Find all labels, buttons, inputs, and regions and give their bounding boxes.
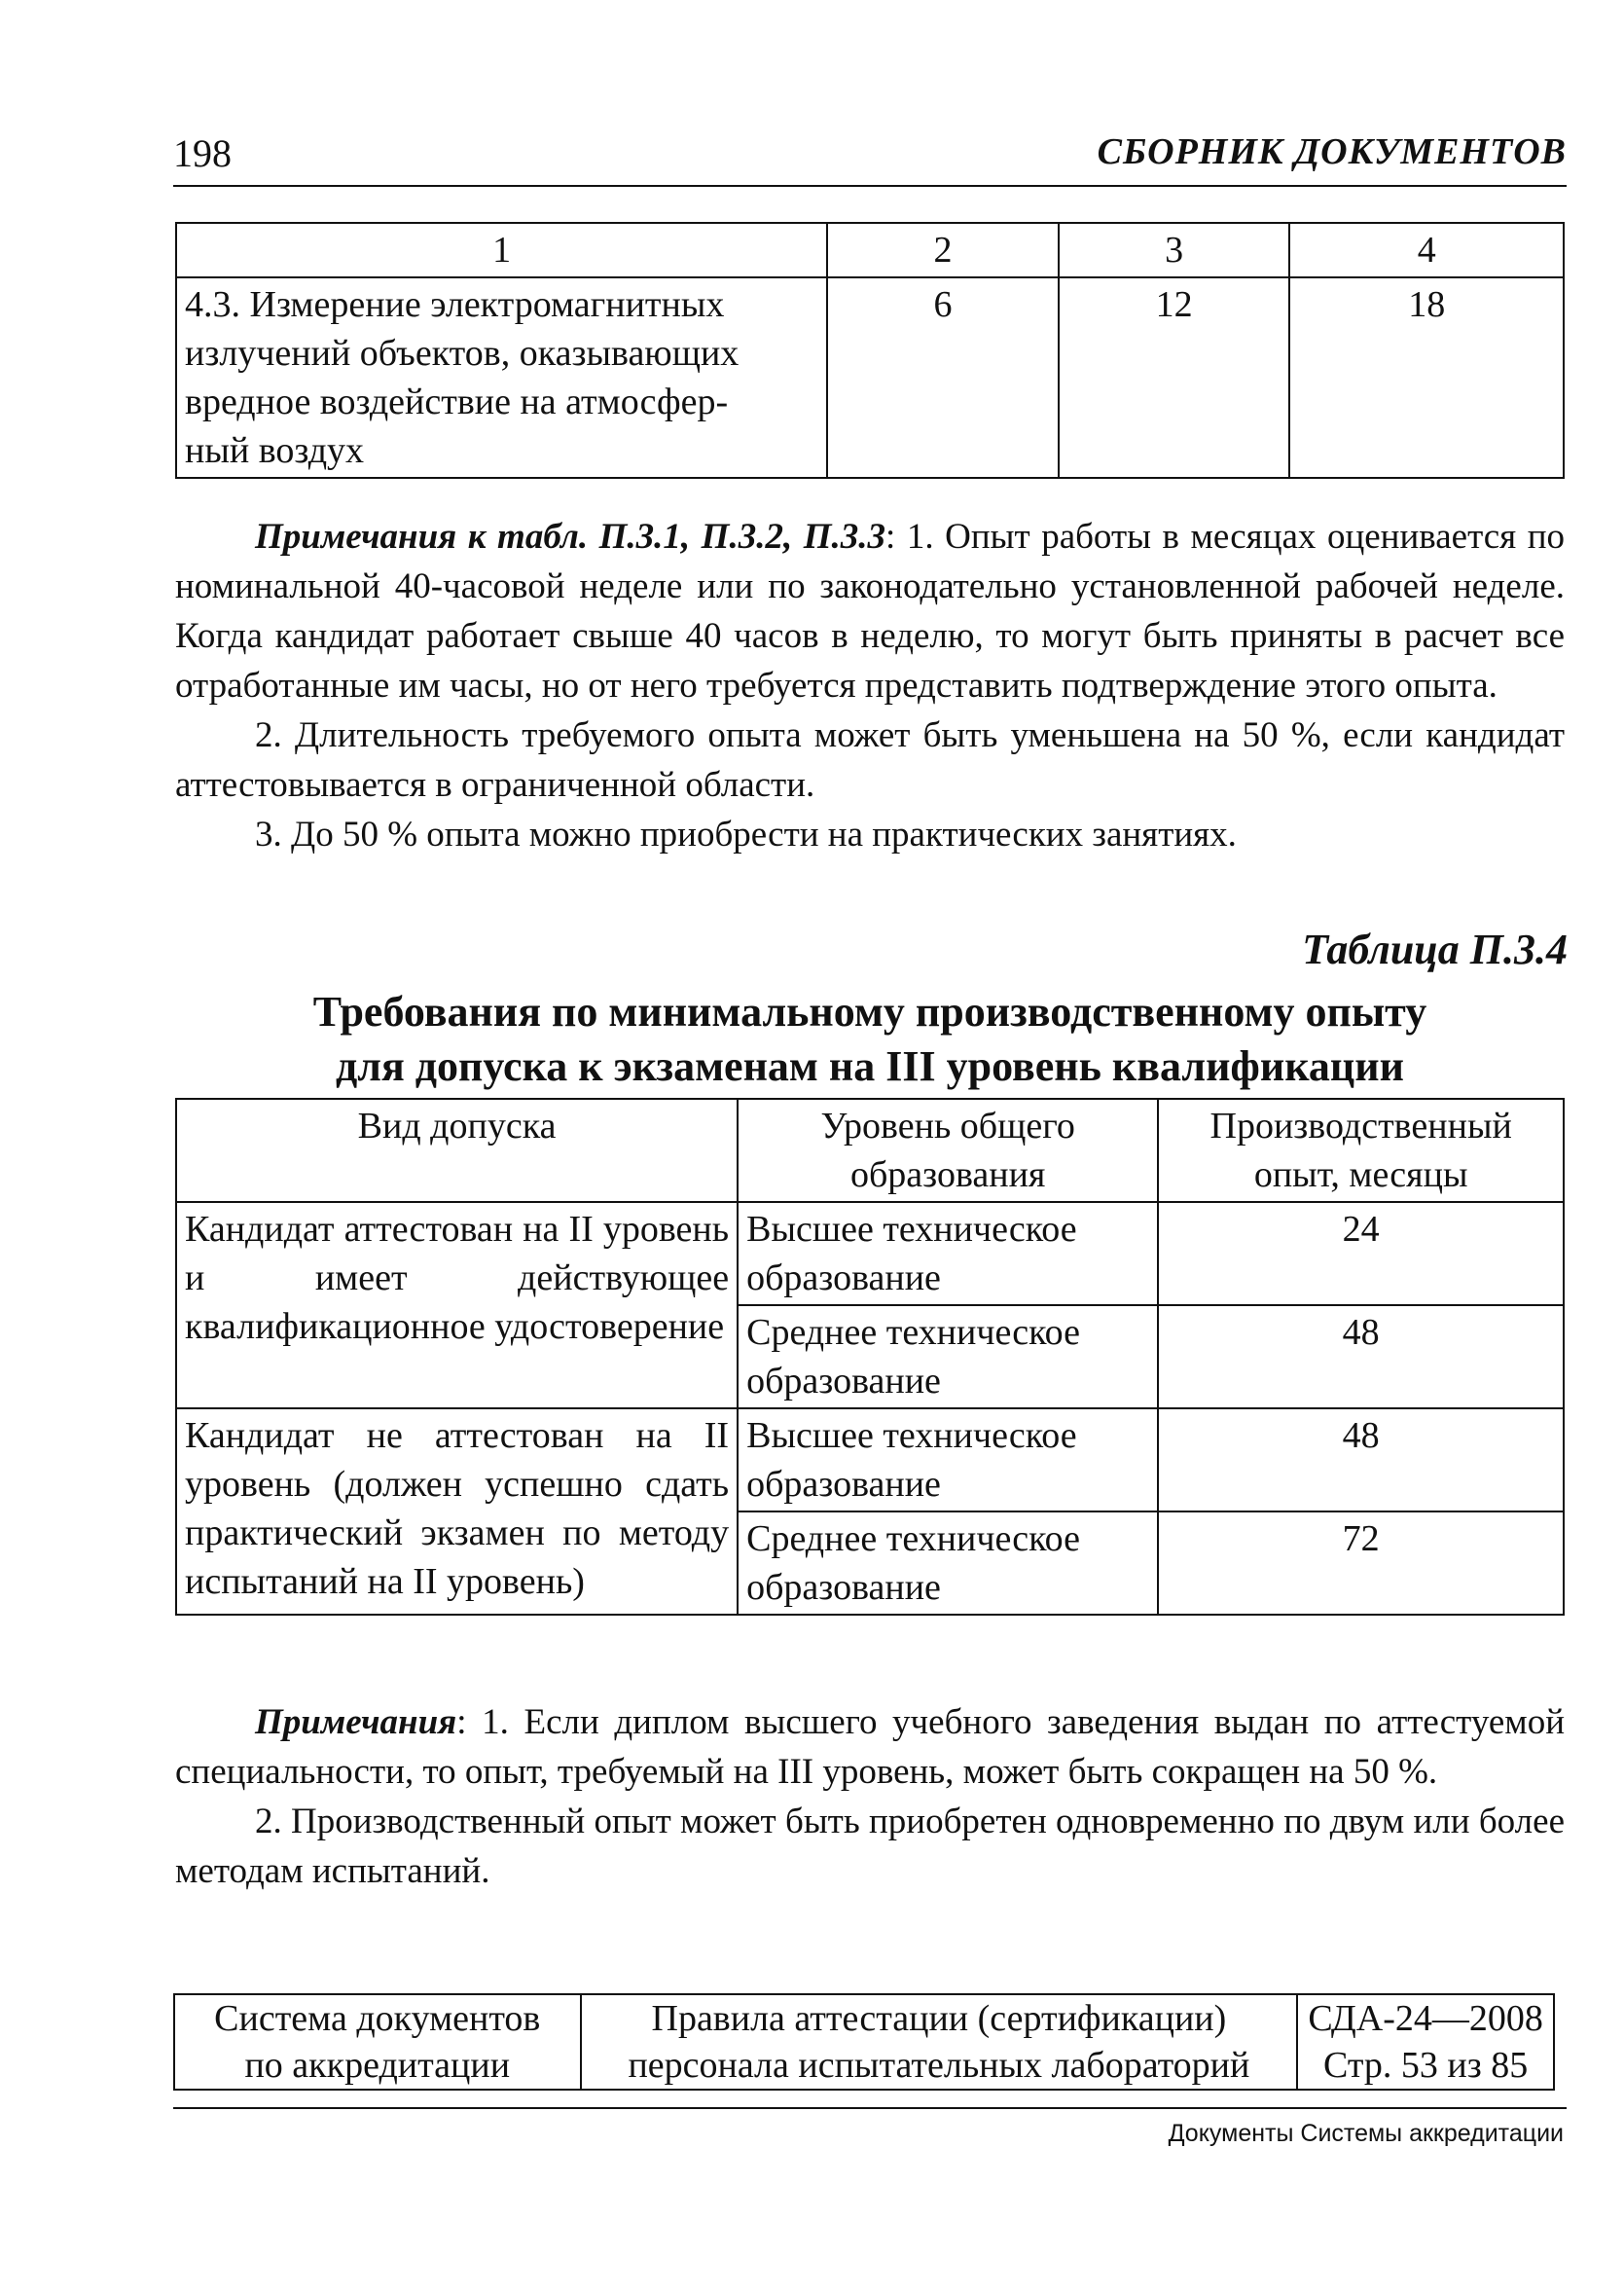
column-header: Уровень общего образования <box>738 1099 1158 1202</box>
column-header: Вид допуска <box>176 1099 738 1202</box>
title-line: для допуска к экзаменам на III уровень квалификации <box>336 1042 1404 1090</box>
footer-note: Документы Системы аккредитации <box>1168 2120 1564 2147</box>
admission-cell: Кандидат аттестован на II уровень и имеет действующее квалификационное удостоверение <box>176 1202 738 1408</box>
footer-divider <box>173 2107 1567 2109</box>
months-cell: 48 <box>1158 1408 1564 1511</box>
footer-row <box>174 1994 1554 2090</box>
note-paragraph <box>175 512 1565 710</box>
note-paragraph <box>175 1697 1565 1797</box>
footer-code-cell <box>1297 1994 1554 2090</box>
months-cell: 48 <box>1158 1305 1564 1408</box>
footer-text: по аккредитации <box>244 2045 511 2086</box>
text-line: 4.3. Измерение электромагнитных <box>185 284 725 325</box>
notes-block-1 <box>175 512 1565 859</box>
table-row <box>176 1408 1564 1511</box>
note-paragraph: 2. Производственный опыт может быть приобретен одновременно по двум или более методам испытаний. <box>175 1802 1565 1891</box>
column-number: 3 <box>1059 223 1290 277</box>
footer-text: СДА-24—2008 <box>1308 1998 1543 2039</box>
footer-text: персонала испытательных лабораторий <box>628 2045 1250 2086</box>
months-cell: 24 <box>1158 1202 1564 1305</box>
text-line: излучений объектов, оказывающих <box>185 333 740 374</box>
table-header-row <box>176 1099 1564 1202</box>
column-number: 2 <box>827 223 1059 277</box>
cell-value: 6 <box>827 277 1059 478</box>
requirements-table <box>175 1098 1565 1616</box>
column-number: 4 <box>1289 223 1564 277</box>
note-text: : 1. Опыт работы в месяцах оценивается по номинальной 40-часовой неделе или по законодательно установленной рабочей неделе. Когда кандидат работает свыше 40 часов в неделю, то могут быть приняты в расчет все отработанные им часы, но от него требуется представить подтверждение этого опыта. <box>175 517 1565 706</box>
text-line: вредное воздействие на атмосфер- <box>185 382 729 422</box>
cell-value: 18 <box>1289 277 1564 478</box>
title-line: Требования по минимальному производственному опыту <box>312 988 1427 1036</box>
notes-block-2 <box>175 1697 1565 1896</box>
education-cell: Высшее техническое образование <box>738 1408 1158 1511</box>
table-header-row <box>176 223 1564 277</box>
footer-text: Стр. 53 из 85 <box>1323 2045 1529 2086</box>
note-text: : 1. Если диплом высшего учебного заведения выдан по аттестуемой специальности, то опыт, требуемый на III уровень, может быть сокращен на 50 %. <box>175 1702 1565 1792</box>
notes-lead: Примечания <box>255 1702 457 1742</box>
footer-rules-cell <box>581 1994 1298 2090</box>
document-footer-table <box>173 1993 1555 2091</box>
page-header <box>173 130 1567 187</box>
education-cell: Среднее техническое образование <box>738 1305 1158 1408</box>
text-line: ный воздух <box>185 430 365 471</box>
table-row <box>176 277 1564 478</box>
table-title <box>175 985 1565 1094</box>
note-paragraph: 2. Длительность требуемого опыта может быть уменьшена на 50 %, если кандидат аттестовывается в ограниченной области. <box>175 715 1565 805</box>
table-row <box>176 1202 1564 1305</box>
education-cell: Высшее техническое образование <box>738 1202 1158 1305</box>
cell-value: 12 <box>1059 277 1290 478</box>
column-number: 1 <box>176 223 827 277</box>
footer-text: Система документов <box>214 1998 541 2039</box>
page-number: 198 <box>173 131 232 175</box>
table-continuation <box>175 222 1565 479</box>
note-paragraph: 3. До 50 % опыта можно приобрести на практических занятиях. <box>255 815 1237 855</box>
row-description <box>176 277 827 478</box>
running-title: СБОРНИК ДОКУМЕНТОВ <box>1097 131 1567 172</box>
column-header: Производственный опыт, месяцы <box>1158 1099 1564 1202</box>
notes-lead: Примечания к табл. П.3.1, П.3.2, П.3.3 <box>255 517 886 557</box>
table-caption: Таблица П.3.4 <box>1302 926 1568 973</box>
education-cell: Среднее техническое образование <box>738 1511 1158 1615</box>
footer-system-cell <box>174 1994 581 2090</box>
months-cell: 72 <box>1158 1511 1564 1615</box>
admission-cell: Кандидат не аттестован на II уровень (должен успешно сдать практический экзамен по методу испытаний на II уровень) <box>176 1408 738 1615</box>
footer-text: Правила аттестации (сертификации) <box>651 1998 1227 2039</box>
